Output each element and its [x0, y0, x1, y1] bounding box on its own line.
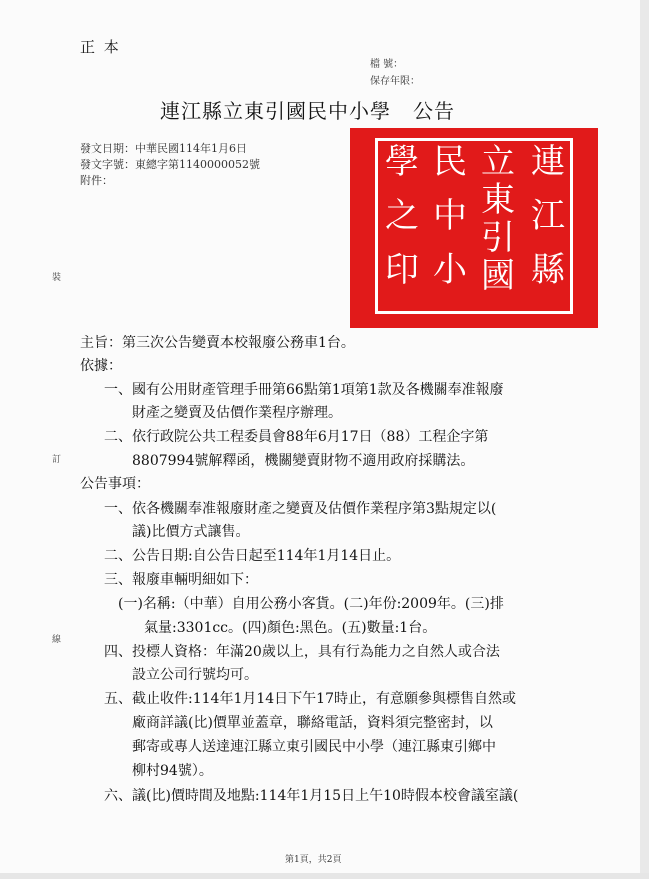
issuing-organization: 連江縣立東引國民中小學	[160, 99, 391, 123]
notice-item-5-cont-1: 廠商詳議(比)價單並蓋章，聯絡電話，資料須完整密封，以	[132, 715, 493, 731]
seal-glyph: 之	[385, 196, 419, 236]
notice-item-5-cont-3: 柳村94號）。	[132, 763, 213, 779]
page-number: 第1頁，共2頁	[285, 855, 342, 865]
attachment-label: 附件：	[80, 174, 113, 187]
issue-date: 發文日期：中華民國114年1月6日	[80, 142, 247, 155]
basis-item-2-cont: 8807994號解釋函，機關變賣財物不適用政府採購法。	[132, 453, 475, 469]
notice-item-3: 三、報廢車輛明細如下：	[104, 572, 258, 588]
seal-glyph: 連	[531, 142, 565, 182]
basis-item-2: 二、依行政院公共工程委員會88年6月17日（88）工程企字第	[104, 429, 489, 445]
seal-glyph: 印	[385, 250, 419, 290]
seal-glyph: 學	[385, 142, 419, 182]
vehicle-details: (一)名稱:（中華）自用公務小客貨。(二)年份:2009年。(三)排	[118, 596, 504, 612]
page-edge-bottom	[0, 873, 649, 879]
seal-glyph: 引	[481, 218, 515, 258]
notice-item-4-cont: 設立公司行號均可。	[132, 667, 258, 683]
basis-heading: 依據：	[80, 358, 122, 374]
basis-item-1-cont: 財產之變賣及估價作業程序辦理。	[132, 405, 342, 421]
seal-glyph: 東	[481, 180, 515, 220]
document-type: 公告	[413, 99, 455, 123]
notice-item-2: 二、公告日期:自公告日起至114年1月14日止。	[104, 548, 401, 564]
notice-item-5: 五、截止收件:114年1月14日下午17時止，有意願參與標售自然或	[104, 691, 516, 707]
original-copy-label: 正 本	[80, 38, 121, 56]
notice-item-5-cont-2: 郵寄或專人送達連江縣立東引國民中小學（連江縣東引鄉中	[132, 739, 496, 755]
binding-mark: 線	[52, 635, 62, 645]
basis-item-1: 一、國有公用財產管理手冊第66點第1項第1款及各機關奉准報廢	[104, 382, 504, 398]
notice-item-1: 一、依各機關奉准報廢財產之變賣及估價作業程序第3點規定以(	[104, 501, 497, 517]
seal-glyph: 中	[433, 196, 467, 236]
vehicle-details-cont: 氣量:3301cc。(四)顏色:黑色。(五)數量:1台。	[144, 620, 437, 636]
subject-line: 主旨：第三次公告變賣本校報廢公務車1台。	[80, 335, 355, 351]
seal-glyph: 縣	[531, 250, 565, 290]
document-title	[160, 95, 455, 124]
seal-glyph: 江	[531, 196, 565, 236]
seal-glyph: 小	[433, 250, 467, 290]
notice-item-1-cont: 議)比價方式讓售。	[132, 524, 250, 540]
official-seal-stamp	[350, 128, 598, 328]
notice-item-4: 四、投標人資格：年滿20歲以上，具有行為能力之自然人或合法	[104, 644, 500, 660]
seal-glyph: 立	[481, 142, 515, 182]
notice-heading: 公告事項：	[80, 476, 150, 492]
binding-mark: 裝	[52, 273, 62, 283]
page-edge-right	[640, 0, 649, 879]
seal-glyph: 民	[433, 142, 467, 182]
retention-period-label: 保存年限：	[370, 76, 420, 87]
seal-glyph: 國	[481, 256, 515, 296]
file-number-label: 檔 號：	[370, 59, 404, 70]
notice-item-6: 六、議(比)價時間及地點:114年1月15日上午10時假本校會議室議(	[104, 788, 519, 804]
seal-border	[375, 138, 573, 314]
document-number: 發文字號：東總字第1140000052號	[80, 158, 260, 171]
binding-mark: 訂	[52, 455, 62, 465]
